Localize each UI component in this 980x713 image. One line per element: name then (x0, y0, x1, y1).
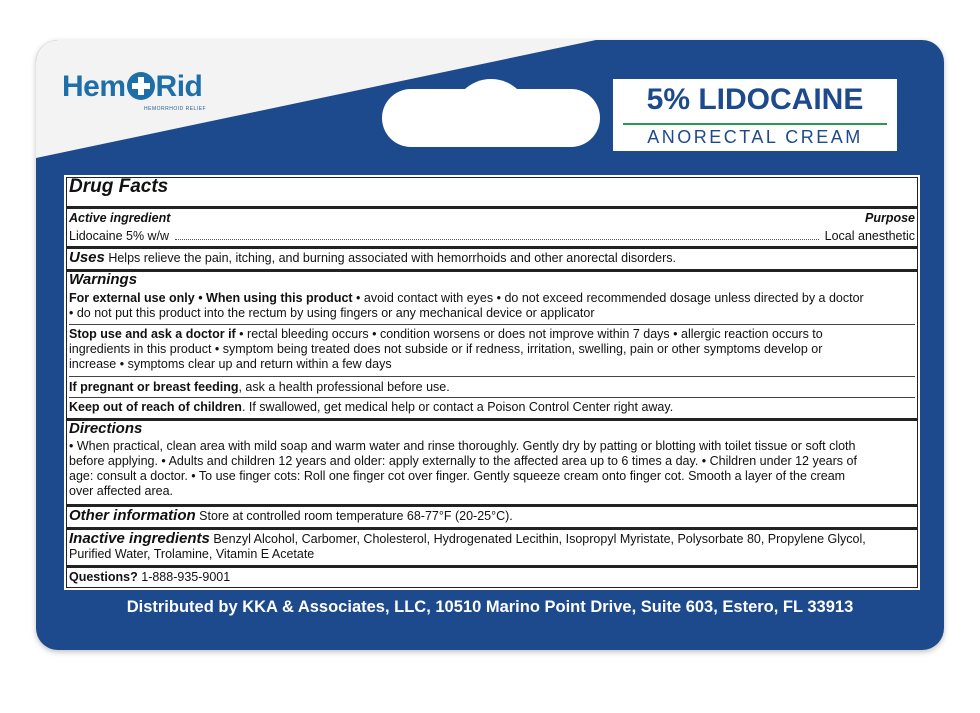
badge-divider (623, 123, 887, 125)
badge-subtitle: ANORECTAL CREAM (647, 127, 863, 147)
purpose-header: Purpose (864, 211, 915, 225)
active-header-row (69, 211, 915, 226)
brand-logo (62, 70, 202, 104)
distributor-line: Distributed by KKA & Associates, LLC, 10510 Marino Point Drive, Suite 603, Estero, FL 33913 (126, 598, 854, 616)
warnings-external: For external use only • When using this product • avoid contact with eyes • do not exceed recommended dosage unless directed by a doctor • do not put this product into the rectum by using fingers or any mechanical device or applicator (69, 291, 864, 320)
logo-text-right: Rid (155, 70, 203, 103)
drug-facts-panel (62, 173, 922, 592)
medical-cross-icon (127, 72, 155, 100)
stop-use-section: Stop use and ask a doctor if • rectal bleeding occurs • condition worsens or does not improve within 7 days • allergic reaction occurs to ingredients in this product • symptom being treated does not subside or if redness, irritation, swelling, pain or other symptoms develop or increase • symptoms clear up and return within a few days (69, 327, 823, 371)
questions-section: Questions? 1-888-935-9001 (69, 570, 231, 584)
pregnancy-section: If pregnant or breast feeding, ask a health professional before use. (69, 380, 450, 394)
divider-thin (69, 376, 915, 377)
package-card (36, 40, 944, 650)
directions-text: • When practical, clean area with mild soap and warm water and rinse thoroughly. Gently dry by patting or blotting with toilet tissue or soft cloth before applying. • Adults and children 12 years and older: apply externally to the affected area up to 6 times a day. • Children under 12 years of age: consult a doctor. • To use finger cots: Roll one finger cot over finger. Gently squeeze cream onto finger cot. Smooth a layer of the cream over affected area. (69, 439, 857, 498)
inactive-ingredients: Inactive ingredients Benzyl Alcohol, Carbomer, Cholesterol, Hydrogenated Lecithin, Isopropyl Myristate, Polysorbate 80, Propylene Glycol, Purified Water, Trolamine, Vitamin E Acetate (69, 530, 866, 561)
directions-title: Directions (69, 420, 143, 437)
purpose: Local anesthetic (824, 229, 915, 243)
divider-thin (69, 324, 915, 325)
active-ingredient-row (69, 229, 915, 244)
leader-dots (175, 229, 819, 240)
logo-subtitle: HEMORRHOID RELIEF (144, 106, 207, 112)
keep-out-section: Keep out of reach of children. If swallowed, get medical help or contact a Poison Control Center right away. (69, 400, 674, 414)
divider-thick (66, 206, 918, 209)
other-information: Other information Store at controlled room temperature 68-77°F (20-25°C). (69, 507, 513, 524)
active-ingredient-header: Active ingredient (69, 211, 171, 225)
divider-thick (66, 565, 918, 568)
logo-text-left: Hem (62, 70, 126, 103)
hang-hole (382, 89, 600, 147)
badge-title: 5% LIDOCAINE (646, 83, 864, 116)
product-badge (613, 79, 897, 151)
active-ingredient: Lidocaine 5% w/w (69, 229, 170, 243)
uses-section: Uses Helps relieve the pain, itching, and burning associated with hemorrhoids and other anorectal disorders. (69, 249, 677, 266)
divider-thin (69, 397, 915, 398)
warnings-title: Warnings (69, 271, 138, 288)
divider-thick (66, 246, 918, 249)
drug-facts-title: Drug Facts (69, 176, 169, 197)
